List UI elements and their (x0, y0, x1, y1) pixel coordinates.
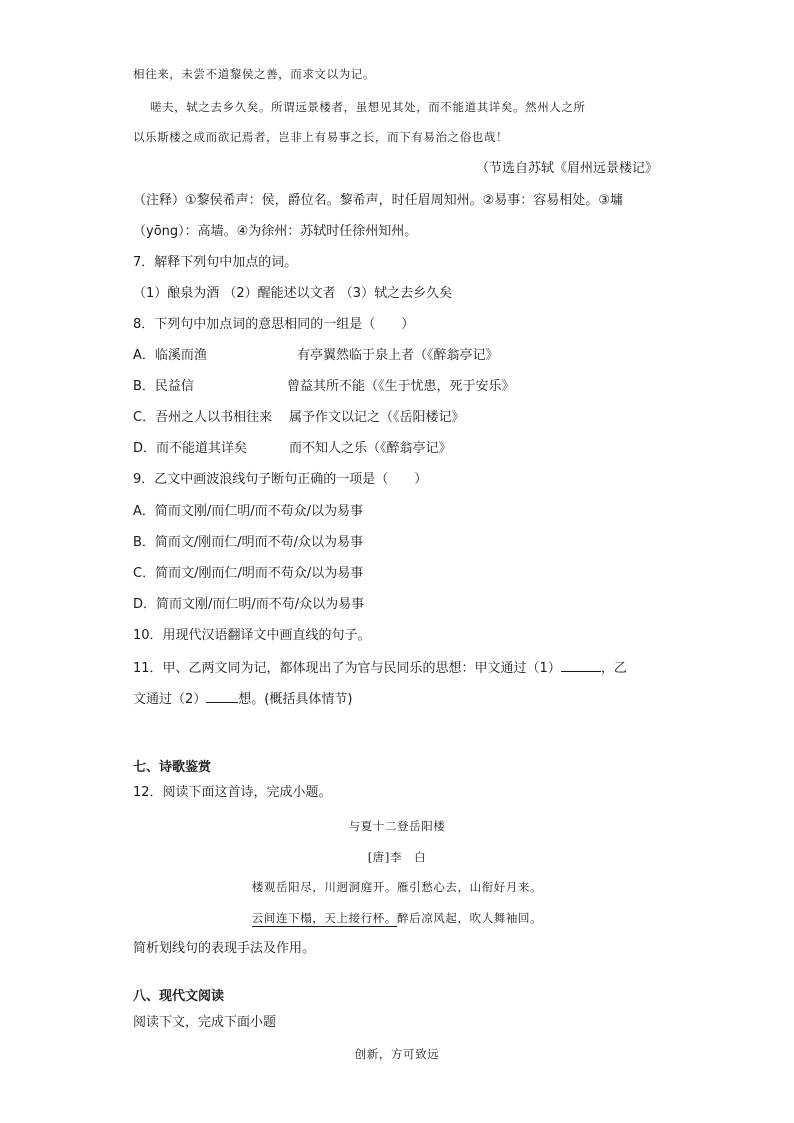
poem-line: 楼观岳阳尽，川迥洞庭开。雁引愁心去，山衔好月来。 (251, 880, 543, 894)
option-label: A．临溪而渔 (133, 348, 207, 363)
option-pair: 有亭翼然临于泉上者（《醉翁亭记》 (297, 348, 499, 363)
question-7-stem: 7．解释下列句中加点的词。 (133, 255, 298, 270)
section-8-heading: 八、现代文阅读 (133, 989, 225, 1004)
option-pair: 而不知人之乐（《醉翁亭记》 (289, 441, 452, 456)
question-8-option-b[interactable] (133, 378, 515, 396)
question-8-option-c[interactable] (133, 409, 465, 427)
question-9-option-c[interactable]: C．简而文/刚而仁/明而不苟众/以为易事 (133, 566, 364, 581)
option-label: C．吾州之人以书相往来 (133, 410, 273, 425)
poem-underlined-phrase: 云间连下榻，天上接行杯。 (251, 911, 397, 925)
option-label: D．而不能道其详矣 (133, 441, 248, 456)
option-label: B．民益信 (133, 379, 194, 394)
passage-line: 相往来，未尝不道黎侯之善，而求文以为记。 (133, 67, 375, 81)
passage-line: 以乐斯楼之成而欲记焉者，岂非上有易事之长，而下有易治之俗也哉！ (133, 130, 509, 144)
question-11-line (133, 659, 627, 678)
section-8-instruction: 阅读下文，完成下面小题 (133, 1015, 277, 1030)
question-11-line (133, 690, 352, 709)
passage-source: （节选自苏轼《眉州远景楼记》 (475, 161, 658, 176)
question-7-items: （1）酿泉为酒 （2）醒能述以文者 （3）轼之去乡久矣 (133, 286, 453, 301)
question-12-task: 简析划线句的表现手法及作用。 (133, 941, 316, 956)
question-9-option-a[interactable]: A．简而文刚/而仁明/而不苟众/以为易事 (133, 504, 364, 519)
question-8-option-a[interactable] (133, 347, 499, 365)
answer-blank-1[interactable] (561, 659, 601, 672)
question-9-option-b[interactable]: B．简而文/刚而仁/明而不苟/众以为易事 (133, 535, 364, 550)
poem-line-rest: 醉后凉风起，吹人舞袖回。 (397, 911, 543, 925)
question-11-text: 11．甲、乙两文同为记，都体现出了为官与民同乐的思想：甲文通过（1） (133, 661, 561, 676)
question-9-stem: 9．乙文中画波浪线句子断句正确的一项是（ ） (133, 472, 428, 487)
question-8-option-d[interactable] (133, 440, 452, 458)
section-7-heading: 七、诗歌鉴赏 (133, 760, 212, 775)
passage-note: （注释）①黎侯希声：侯，爵位名。黎希声，时任眉周知州。②易事：容易相处。③墉 (133, 193, 623, 208)
question-11-text: 想。(概括具体情节) (238, 692, 353, 707)
question-10-stem: 10．用现代汉语翻译文中画直线的句子。 (133, 628, 371, 643)
question-12-stem: 12．阅读下面这首诗，完成小题。 (133, 785, 332, 800)
poem-title: 与夏十二登岳阳楼 (348, 819, 446, 833)
question-11-text: ，乙 (600, 661, 627, 676)
poem-line (0, 909, 794, 927)
option-pair: 属予作文以记之（《岳阳楼记》 (289, 410, 465, 425)
question-11-text: 文通过（2） (133, 692, 207, 707)
answer-blank-2[interactable] (206, 690, 238, 703)
question-8-stem: 8．下列句中加点词的意思相同的一组是（ ） (133, 317, 415, 332)
passage-line: 嗟夫，轼之去乡久矣。所谓远景楼者，虽想见其处，而不能道其详矣。然州人之所 (150, 100, 586, 114)
option-pair: 曾益其所不能（《生于忧患，死于安乐》 (287, 379, 515, 394)
question-9-option-d[interactable]: D．简而文刚/而仁明/而不苟/众以为易事 (133, 597, 365, 612)
article-title: 创新，方可致远 (354, 1047, 440, 1061)
passage-note: （yōng）：高墙。④为徐州：苏轼时任徐州知州。 (133, 224, 418, 239)
poem-author: [唐]李 白 (367, 850, 427, 864)
